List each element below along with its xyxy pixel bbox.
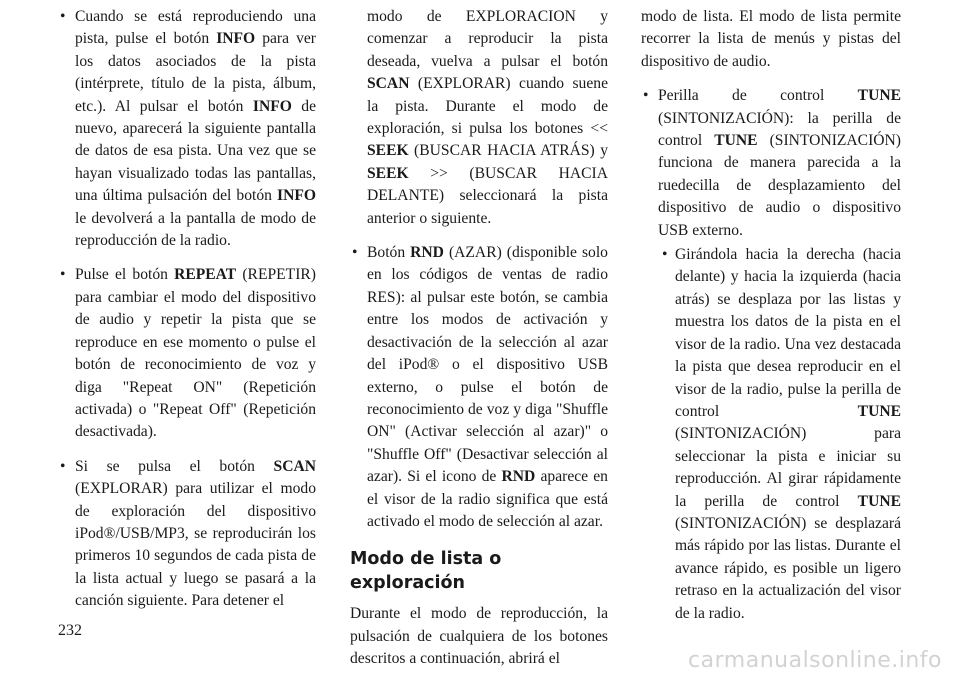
paragraph-list-mode-continued: modo de lista. El modo de lista permite recorrer la lista de menús y pistas del dispositivo de audio. — [641, 8, 901, 70]
bullet-icon: • — [352, 244, 358, 262]
paragraph-list-mode: Durante el modo de reproducción, la pulsación de cualquiera de los botones descritos a continuación, abrirá el — [350, 605, 608, 668]
watermark: carmanualsonline.info — [688, 648, 942, 673]
bullet-tune: • Perilla de control TUNE (SINTONIZACIÓN): la perilla de control TUNE (SINTONIZACIÓN) funciona de manera parecida a la ruedecilla de desplazamiento del dispositivo de audio o dispositivo USB externo. — [643, 87, 901, 239]
bullet-rnd: • Botón RND (AZAR) (disponible solo en los códigos de ventas de radio RES): al pulsar este botón, se cambia entre los modos de activación y desactivación de la selección al azar del iPod® o el dispositivo USB externo, o pulse el botón de reconocimiento de voz y diga "Shuffle ON" (Activar selección al azar)" o "Shuffle Off" (Desactivar selección al azar). Si el icono de RND aparece en el visor de la radio significa que está activado el modo de selección al azar. — [352, 244, 608, 530]
section-heading: Modo de lista o exploración — [350, 549, 502, 594]
column-right — [641, 6, 901, 625]
bullet-icon: • — [643, 87, 649, 105]
sub-bullet-list — [641, 244, 901, 625]
bullet-icon: • — [662, 246, 668, 264]
column-middle — [350, 6, 608, 671]
bullet-icon: • — [60, 457, 66, 475]
bullet-scan: • Si se pulsa el botón SCAN (EXPLORAR) para utilizar el modo de exploración del dispositivo iPod®/USB/MP3, se reproducirán los primeros 10 segundos de cada pista de la lista actual y luego se pasará a la canción siguiente. Para detener el — [60, 457, 316, 610]
bullet-info: • Cuando se está reproduciendo una pista, pulse el botón INFO para ver los datos asociados de la pista (intérprete, título de la pista, álbum, etc.). Al pulsar el botón INFO de nuevo, aparecerá la siguiente pantalla de datos de esa pista. Una vez que se hayan visualizado todas las pantallas, una última pulsación del botón INFO le devolverá a la pantalla de modo de reproducción de la radio. — [60, 8, 316, 250]
column-left — [58, 6, 316, 625]
bullet-repeat: • Pulse el botón REPEAT (REPETIR) para cambiar el modo del dispositivo de audio y repetir la pista que se reproduce en ese momento o pulse el botón de reconocimiento de voz y diga "Repeat ON" (Repetición activada) o "Repeat Off" (Repetición desactivada). — [60, 266, 316, 441]
bullet-icon: • — [60, 8, 66, 25]
sub-bullet-tune-rotate: • Girándola hacia la derecha (hacia delante) y hacia la izquierda (hacia atrás) se desplaza por las listas y muestra los datos de la pista en el visor de la radio. Una vez destacada la pista que desea reproducir en el visor de la radio, pulse la perilla de control TUNE (SINTONIZACIÓN) para seleccionar la pista e iniciar su reproducción. Al girar rápidamente la perilla de control TUNE (SINTONIZACIÓN) se desplazará más rápido por las listas. Durante el avance rápido, es posible un ligero retraso en la actualización del visor de la radio. — [662, 246, 901, 622]
page-number: 232 — [58, 622, 82, 639]
bullet-scan-continued: modo de EXPLORACION y comenzar a reproducir la pista deseada, vuelva a pulsar el botón SCAN (EXPLORAR) cuando suene la pista. Durante el modo de exploración, si pulsa los botones << SEEK (BUSCAR HACIA ATRÁS) y SEEK >> (BUSCAR HACIA DELANTE) seleccionará la pista anterior o siguiente. — [367, 8, 608, 227]
bullet-icon: • — [60, 266, 66, 284]
